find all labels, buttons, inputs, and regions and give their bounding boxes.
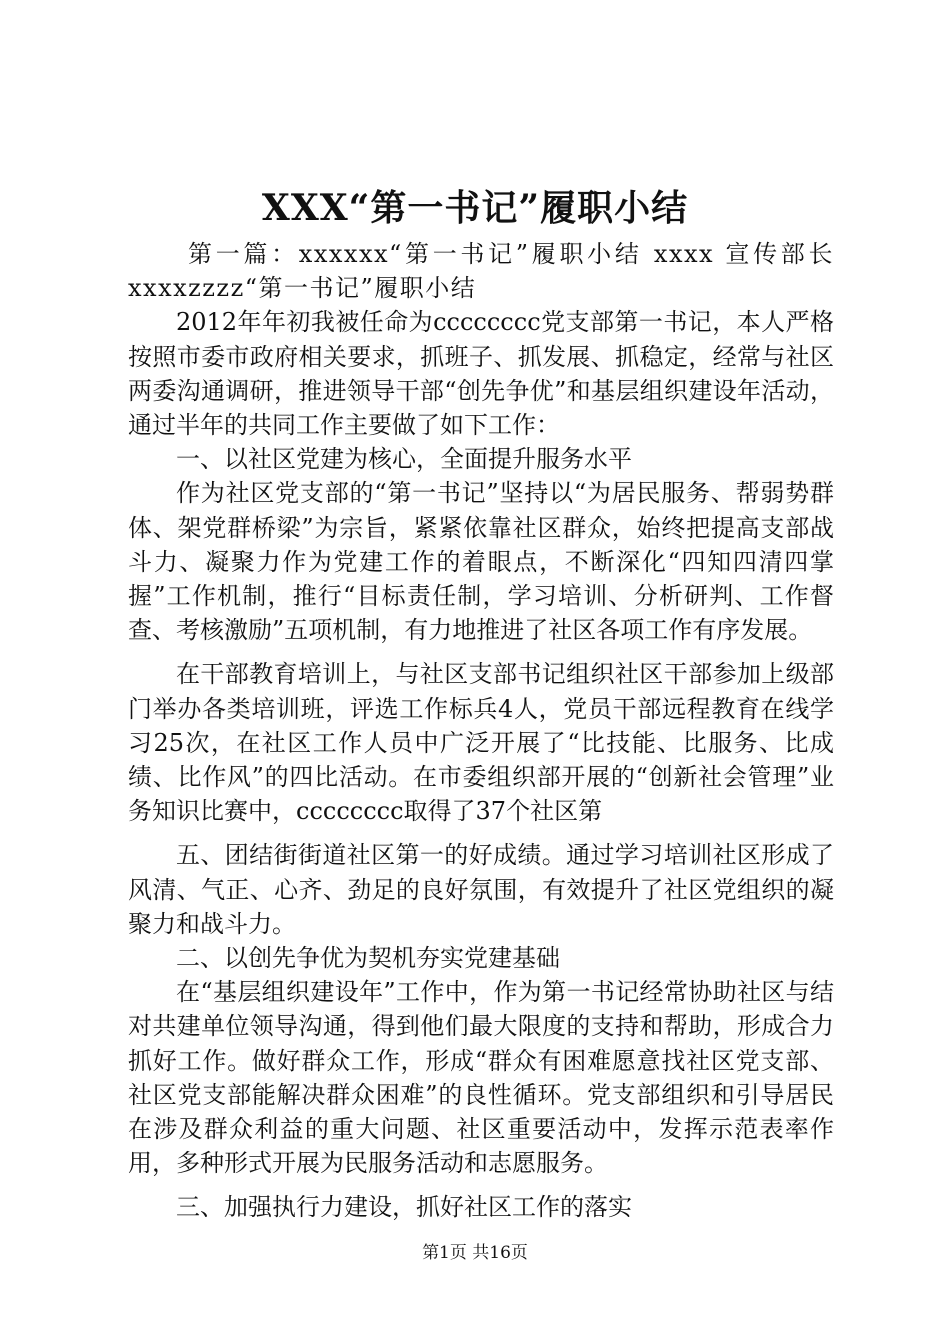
body-paragraph: 在干部教育培训上，与社区支部书记组织社区干部参加上级部门举办各类培训班，评选工作标兵4人，党员干部远程教育在线学习25次，在社区工作人员中广泛开展了“比技能、比服务、比成绩、比作风”的四比活动。在市委组织部开展的“创新社会管理”业务知识比赛中，cccccccc取得了37个社区第 bbox=[128, 660, 834, 826]
section-heading: 一、以社区党建为核心，全面提升服务水平 bbox=[176, 445, 632, 474]
body-paragraph: 2012年年初我被任命为cccccccc党支部第一书记，本人严格按照市委市政府相关要求，抓班子、抓发展、抓稳定，经常与社区两委沟通调研，推进领导干部“创先争优”和基层组织建设年活动，通过半年的共同工作主要做了如下工作： bbox=[128, 308, 834, 440]
page-footer: 第1页 共16页 bbox=[422, 1243, 528, 1263]
body-paragraph: 五、团结街街道社区第一的好成绩。通过学习培训社区形成了风清、气正、心齐、劲足的良好氛围，有效提升了社区党组织的凝聚力和战斗力。 bbox=[128, 841, 834, 938]
body-paragraph: 在“基层组织建设年”工作中，作为第一书记经常协助社区与结对共建单位领导沟通，得到他们最大限度的支持和帮助，形成合力抓好工作。做好群众工作，形成“群众有困难愿意找社区党支部、社区党支部能解决群众困难”的良性循环。党支部组织和引导居民在涉及群众利益的重大问题、社区重要活动中，发挥示范表率作用，多种形式开展为民服务活动和志愿服务。 bbox=[128, 978, 834, 1178]
intro-paragraph: 第一篇：xxxxxx“第一书记”履职小结 xxxx 宣传部长xxxxzzzz“第一书记”履职小结 bbox=[128, 240, 834, 303]
document-body bbox=[128, 237, 834, 1225]
section-heading: 二、以创先争优为契机夯实党建基础 bbox=[176, 944, 560, 973]
document-title: XXX“第一书记”履职小结 bbox=[261, 187, 689, 229]
section-heading: 三、加强执行力建设，抓好社区工作的落实 bbox=[176, 1193, 632, 1222]
body-paragraph: 作为社区党支部的“第一书记”坚持以“为居民服务、帮弱势群体、架党群桥梁”为宗旨，紧紧依靠社区群众，始终把提高支部战斗力、凝聚力作为党建工作的着眼点，不断深化“四知四清四掌握”工作机制，推行“目标责任制，学习培训、分析研判、工作督查、考核激励”五项机制，有力地推进了社区各项工作有序发展。 bbox=[128, 479, 834, 645]
